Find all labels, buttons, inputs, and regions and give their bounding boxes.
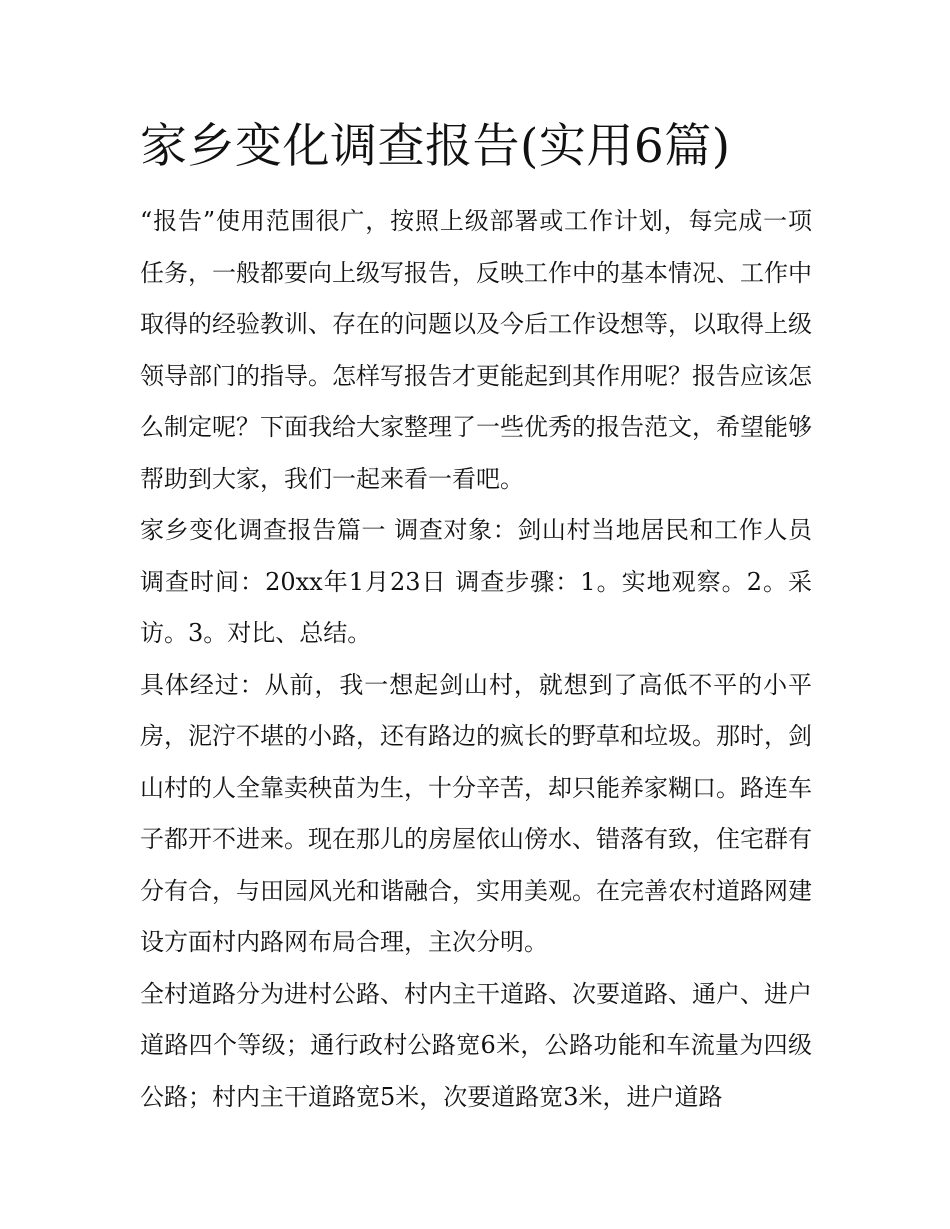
paragraph-intro: “报告”使用范围很广，按照上级部署或工作计划，每完成一项任务，一般都要向上级写报告，反映工作中的基本情况、工作中取得的经验教训、存在的问题以及今后工作设想等，以取得上级领导部门的指导。怎样写报告才更能起到其作用呢？报告应该怎么制定呢？下面我给大家整理了一些优秀的报告范文，希望能够帮助到大家，我们一起来看一看吧。 <box>140 207 812 493</box>
document-title: 家乡变化调查报告(实用6篇) <box>140 119 731 174</box>
paragraph-roads: 全村道路分为进村公路、村内主干道路、次要道路、通户、进户道路四个等级；通行政村公路宽6米，公路功能和车流量为四级公路；村内主干道路宽5米，次要道路宽3米，进户道路 <box>140 979 812 1111</box>
paragraph-survey-info: 家乡变化调查报告篇一 调查对象：剑山村当地居民和工作人员 调查时间：20xx年1月23日 调查步骤：1。实地观察。2。采访。3。对比、总结。 <box>140 516 812 647</box>
document-body <box>140 112 812 1123</box>
paragraph-details: 具体经过：从前，我一想起剑山村，就想到了高低不平的小平房，泥泞不堪的小路，还有路边的疯长的野草和垃圾。那时，剑山村的人全靠卖秧苗为生，十分辛苦，却只能养家糊口。路连车子都开不进来。现在那儿的房屋依山傍水、错落有致，住宅群有分有合，与田园风光和谐融合，实用美观。在完善农村道路网建设方面村内路网布局合理，主次分明。 <box>140 670 812 956</box>
